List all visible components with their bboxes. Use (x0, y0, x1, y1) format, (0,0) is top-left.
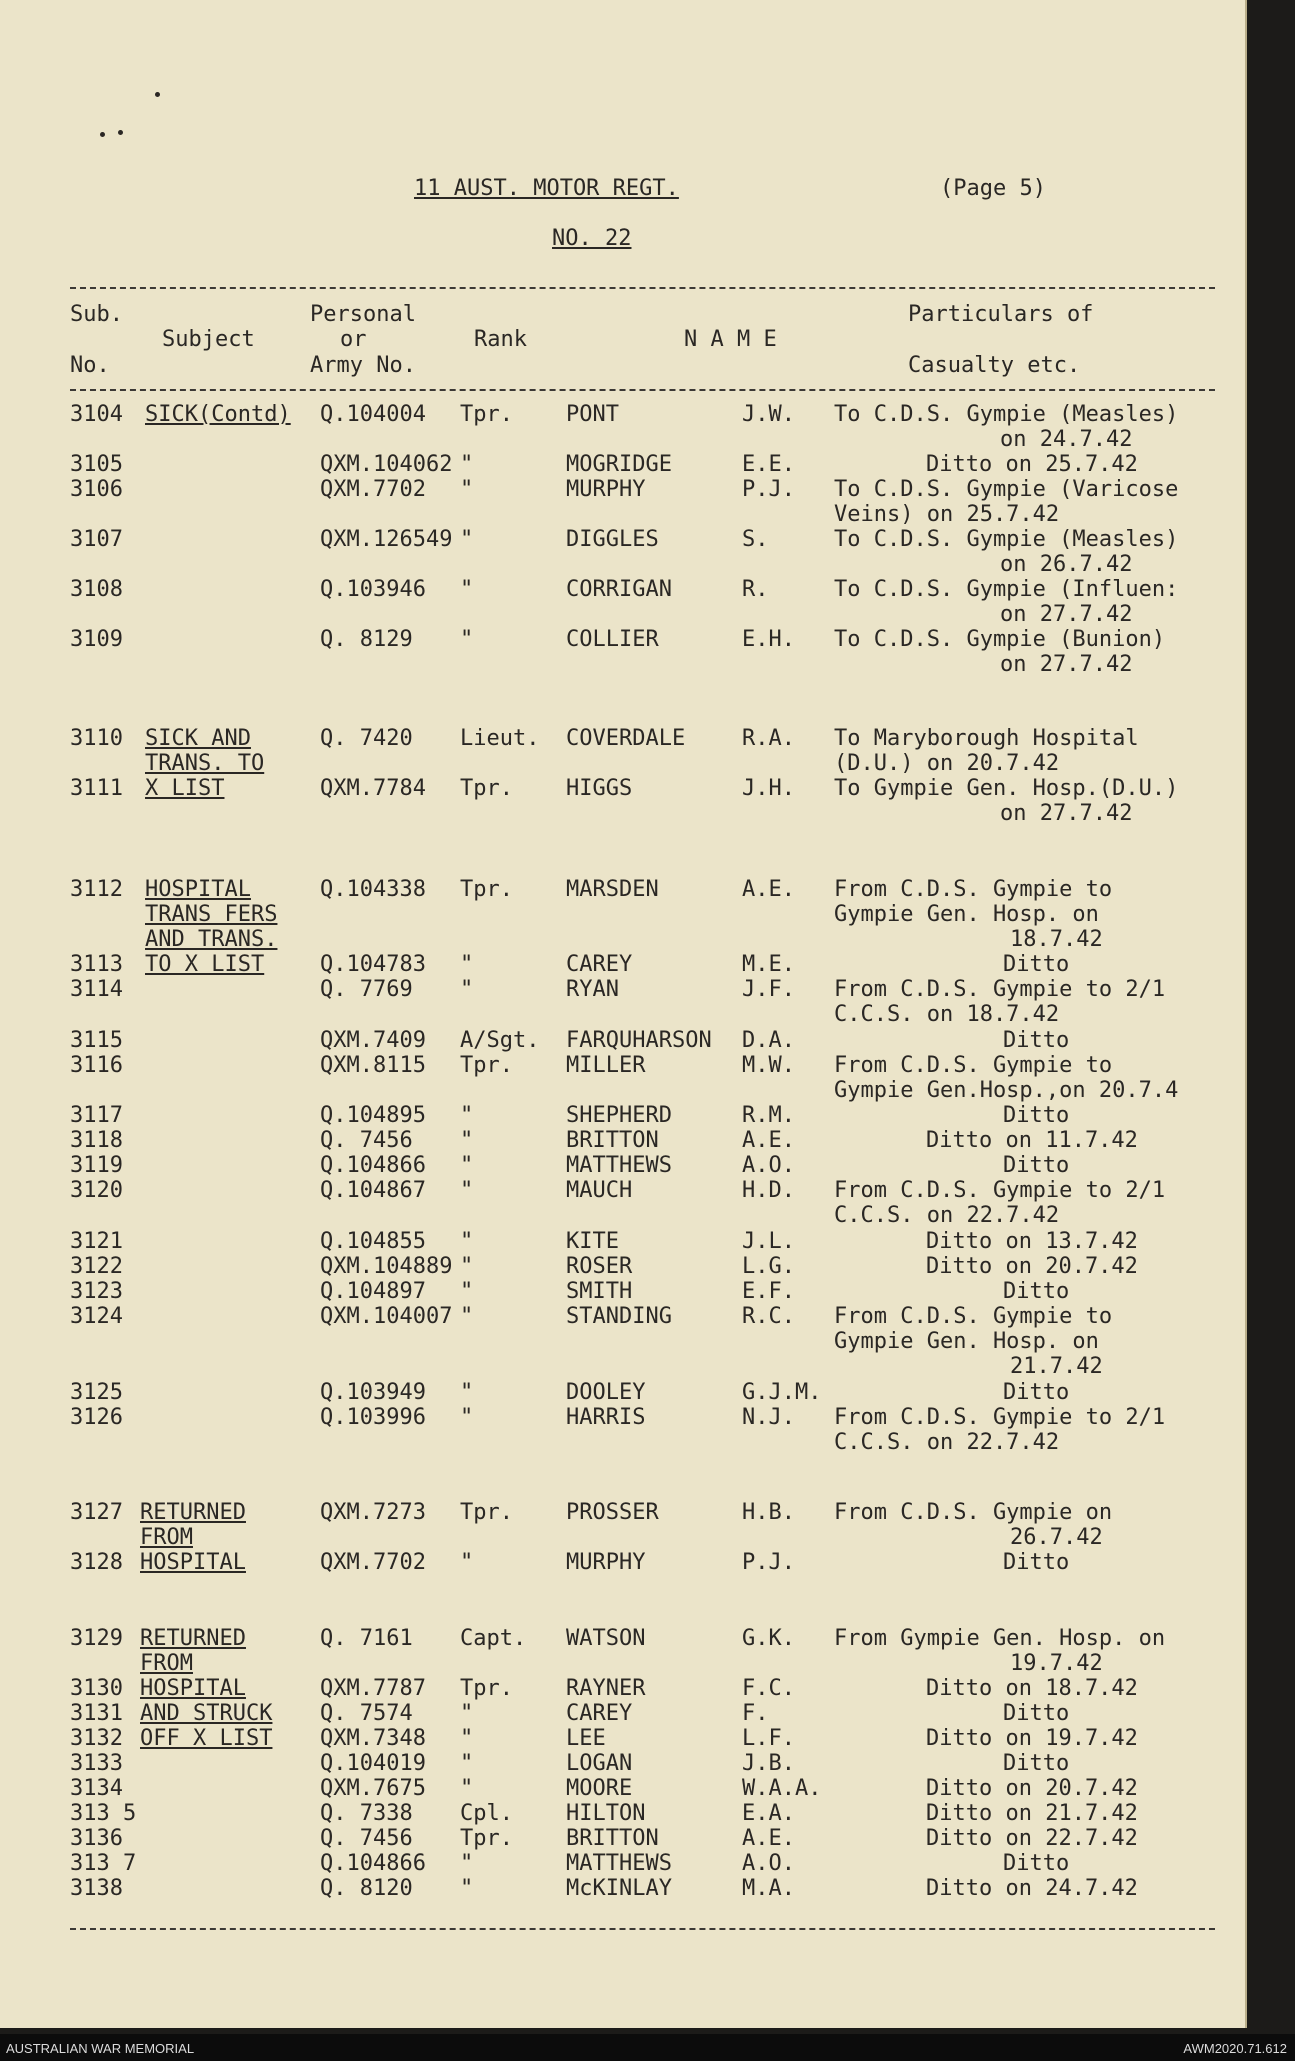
row-surname: HIGGS (566, 776, 633, 801)
row-init: R.M. (742, 1103, 795, 1128)
row-num: Q.104855 (320, 1229, 426, 1254)
row-init: R.C. (742, 1304, 795, 1329)
row-no: 313 7 (70, 1851, 137, 1876)
row-surname: FARQUHARSON (566, 1028, 712, 1053)
row-no: 3118 (70, 1128, 123, 1153)
subject-label: SICK AND (145, 726, 251, 751)
row-particulars: Ditto (1003, 1701, 1070, 1726)
row-no: 3121 (70, 1229, 123, 1254)
row-surname: PONT (566, 402, 619, 427)
row-init: G.J.M. (742, 1380, 822, 1405)
row-no: 3114 (70, 977, 123, 1002)
row-particulars: To C.D.S. Gympie (Influen: (834, 577, 1179, 602)
row-init: F. (742, 1701, 769, 1726)
row-num: Q.104895 (320, 1103, 426, 1128)
row-init: G.K. (742, 1626, 795, 1651)
row-particulars: Ditto on 25.7.42 (926, 452, 1138, 477)
row-num: QXM.104889 (320, 1254, 453, 1279)
row-particulars: Ditto (1003, 1550, 1070, 1575)
row-num: Q.104004 (320, 402, 426, 427)
row-particulars: Ditto (1003, 1153, 1070, 1178)
row-rank: Tpr. (460, 1676, 513, 1701)
row-surname: MOORE (566, 1776, 633, 1801)
row-rank: " (460, 1550, 474, 1575)
row-init: J.L. (742, 1229, 795, 1254)
row-num: QXM.7702 (320, 477, 426, 502)
row-no: 3134 (70, 1776, 123, 1801)
page-number: (Page 5) (940, 176, 1046, 201)
row-num: Q.103946 (320, 577, 426, 602)
row-num: Q. 7456 (320, 1128, 413, 1153)
subject-label: TO X LIST (145, 952, 265, 977)
row-no: 3108 (70, 577, 123, 602)
archive-footer (0, 2034, 1295, 2061)
row-surname: LEE (566, 1726, 606, 1751)
row-rank: " (460, 1153, 474, 1178)
row-num: Q.104338 (320, 877, 426, 902)
subject-label: HOSPITAL (140, 1676, 246, 1701)
row-no: 3104 (70, 402, 123, 427)
row-surname: ROSER (566, 1254, 633, 1279)
row-init: A.E. (742, 877, 795, 902)
row-init: H.B. (742, 1500, 795, 1525)
row-particulars: From C.D.S. Gympie on (834, 1500, 1113, 1525)
row-init: E.F. (742, 1279, 795, 1304)
row-particulars: Veins) on 25.7.42 (834, 502, 1060, 527)
row-surname: MATTHEWS (566, 1153, 672, 1178)
row-no: 3105 (70, 452, 123, 477)
row-no: 3132 (70, 1726, 123, 1751)
row-rank: Capt. (460, 1626, 527, 1651)
header-rule-top (70, 287, 1215, 289)
row-num: Q. 7161 (320, 1626, 413, 1651)
col-sub-no-line1: Sub. (70, 302, 123, 327)
row-rank: " (460, 1178, 474, 1203)
row-no: 313 5 (70, 1801, 137, 1826)
row-surname: SHEPHERD (566, 1103, 672, 1128)
row-num: Q.103949 (320, 1380, 426, 1405)
row-no: 3129 (70, 1626, 123, 1651)
row-particulars: 21.7.42 (1010, 1354, 1103, 1379)
col-subject: Subject (162, 327, 255, 352)
row-num: QXM.7784 (320, 776, 426, 801)
row-particulars: Ditto (1003, 1380, 1070, 1405)
row-rank: " (460, 1701, 474, 1726)
row-num: Q. 7574 (320, 1701, 413, 1726)
row-num: Q. 7769 (320, 977, 413, 1002)
row-rank: " (460, 1851, 474, 1876)
row-particulars: From C.D.S. Gympie to (834, 1304, 1113, 1329)
row-init: L.G. (742, 1254, 795, 1279)
row-init: E.H. (742, 627, 795, 652)
row-no: 3120 (70, 1178, 123, 1203)
row-particulars: Ditto on 20.7.42 (926, 1776, 1138, 1801)
row-particulars: To C.D.S. Gympie (Varicose (834, 477, 1179, 502)
row-rank: " (460, 1380, 474, 1405)
row-surname: BRITTON (566, 1826, 659, 1851)
row-no: 3110 (70, 726, 123, 751)
row-num: QXM.7675 (320, 1776, 426, 1801)
row-num: QXM.7409 (320, 1028, 426, 1053)
row-init: A.E. (742, 1128, 795, 1153)
row-particulars: on 24.7.42 (1000, 427, 1133, 452)
row-particulars: Ditto on 18.7.42 (926, 1676, 1138, 1701)
header-rule-bottom (70, 389, 1215, 391)
row-particulars: Ditto on 11.7.42 (926, 1128, 1138, 1153)
row-rank: " (460, 477, 474, 502)
row-particulars: Ditto on 22.7.42 (926, 1826, 1138, 1851)
row-particulars: C.C.S. on 18.7.42 (834, 1002, 1060, 1027)
row-init: N.J. (742, 1405, 795, 1430)
row-particulars: C.C.S. on 22.7.42 (834, 1203, 1060, 1228)
row-particulars: From C.D.S. Gympie to (834, 1053, 1113, 1078)
row-rank: Tpr. (460, 877, 513, 902)
row-init: A.E. (742, 1826, 795, 1851)
row-rank: A/Sgt. (460, 1028, 540, 1053)
row-surname: BRITTON (566, 1128, 659, 1153)
row-no: 3136 (70, 1826, 123, 1851)
row-num: QXM.7702 (320, 1550, 426, 1575)
footer-rule (70, 1928, 1215, 1930)
row-num: Q.104897 (320, 1279, 426, 1304)
row-num: QXM.7348 (320, 1726, 426, 1751)
row-surname: CORRIGAN (566, 577, 672, 602)
row-num: Q. 7456 (320, 1826, 413, 1851)
row-rank: " (460, 527, 474, 552)
row-num: QXM.104062 (320, 452, 453, 477)
row-num: Q. 8120 (320, 1876, 413, 1901)
row-init: J.H. (742, 776, 795, 801)
row-surname: MATTHEWS (566, 1851, 672, 1876)
row-surname: COVERDALE (566, 726, 686, 751)
row-no: 3126 (70, 1405, 123, 1430)
subject-label: RETURNED (140, 1626, 246, 1651)
row-no: 3122 (70, 1254, 123, 1279)
row-surname: MARSDEN (566, 877, 659, 902)
footer-reference: AWM2020.71.612 (1183, 2041, 1287, 2056)
col-personal-line3: Army No. (310, 353, 416, 378)
row-num: Q. 8129 (320, 627, 413, 652)
row-surname: DIGGLES (566, 527, 659, 552)
row-rank: " (460, 1279, 474, 1304)
row-surname: McKINLAY (566, 1876, 672, 1901)
row-particulars: Ditto (1003, 1028, 1070, 1053)
row-rank: Cpl. (460, 1801, 513, 1826)
row-num: Q.104019 (320, 1751, 426, 1776)
row-num: Q. 7420 (320, 726, 413, 751)
row-no: 3125 (70, 1380, 123, 1405)
row-num: Q.104867 (320, 1178, 426, 1203)
row-surname: WATSON (566, 1626, 646, 1651)
row-particulars: Gympie Gen.Hosp.,on 20.7.4 (834, 1078, 1179, 1103)
row-particulars: Ditto (1003, 1279, 1070, 1304)
row-particulars: Ditto on 20.7.42 (926, 1254, 1138, 1279)
row-init: E.A. (742, 1801, 795, 1826)
row-no: 3128 (70, 1550, 123, 1575)
row-surname: STANDING (566, 1304, 672, 1329)
row-init: J.W. (742, 402, 795, 427)
row-init: D.A. (742, 1028, 795, 1053)
row-init: R. (742, 577, 769, 602)
subject-label: FROM (140, 1651, 193, 1676)
row-init: R.A. (742, 726, 795, 751)
row-particulars: on 26.7.42 (1000, 552, 1133, 577)
row-rank: " (460, 627, 474, 652)
row-surname: LOGAN (566, 1751, 633, 1776)
row-particulars: Ditto (1003, 1103, 1070, 1128)
row-surname: MILLER (566, 1053, 646, 1078)
row-surname: DOOLEY (566, 1380, 646, 1405)
row-particulars: To Gympie Gen. Hosp.(D.U.) (834, 776, 1179, 801)
row-surname: RAYNER (566, 1676, 646, 1701)
row-surname: CAREY (566, 952, 633, 977)
row-num: QXM.8115 (320, 1053, 426, 1078)
row-surname: HILTON (566, 1801, 646, 1826)
row-rank: " (460, 1776, 474, 1801)
row-particulars: From C.D.S. Gympie to 2/1 (834, 977, 1166, 1002)
row-particulars: To C.D.S. Gympie (Measles) (834, 527, 1179, 552)
row-init: W.A.A. (742, 1776, 822, 1801)
row-rank: " (460, 1726, 474, 1751)
row-surname: MURPHY (566, 477, 646, 502)
row-num: QXM.7787 (320, 1676, 426, 1701)
row-particulars: From C.D.S. Gympie to (834, 877, 1113, 902)
subject-label: X LIST (145, 776, 225, 801)
row-num: QXM.104007 (320, 1304, 453, 1329)
col-sub-no-line2: No. (70, 353, 110, 378)
row-particulars: Gympie Gen. Hosp. on (834, 1329, 1099, 1354)
row-no: 3111 (70, 776, 123, 801)
row-no: 3130 (70, 1676, 123, 1701)
subject-label: AND TRANS. (145, 927, 278, 952)
row-particulars: Ditto (1003, 1851, 1070, 1876)
row-rank: " (460, 1103, 474, 1128)
subject-label: SICK(Contd) (145, 402, 291, 427)
row-particulars: Ditto on 19.7.42 (926, 1726, 1138, 1751)
row-no: 3116 (70, 1053, 123, 1078)
row-particulars: on 27.7.42 (1000, 602, 1133, 627)
document-number: NO. 22 (552, 226, 632, 251)
row-rank: " (460, 577, 474, 602)
row-num: Q. 7338 (320, 1801, 413, 1826)
row-particulars: Ditto on 21.7.42 (926, 1801, 1138, 1826)
row-init: F.C. (742, 1676, 795, 1701)
row-no: 3124 (70, 1304, 123, 1329)
subject-label: TRANS FERS (145, 902, 278, 927)
row-rank: " (460, 1751, 474, 1776)
col-particulars-line1: Particulars of (908, 302, 1094, 327)
row-particulars: From Gympie Gen. Hosp. on (834, 1626, 1166, 1651)
subject-label: RETURNED (140, 1500, 246, 1525)
col-personal-line2: or (340, 327, 367, 352)
row-num: Q.104866 (320, 1851, 426, 1876)
row-no: 3131 (70, 1701, 123, 1726)
row-rank: Tpr. (460, 1826, 513, 1851)
row-no: 3117 (70, 1103, 123, 1128)
row-particulars: Ditto (1003, 1751, 1070, 1776)
row-no: 3127 (70, 1500, 123, 1525)
row-init: J.B. (742, 1751, 795, 1776)
row-init: A.O. (742, 1153, 795, 1178)
row-num: Q.104866 (320, 1153, 426, 1178)
row-init: A.O. (742, 1851, 795, 1876)
row-rank: " (460, 1876, 474, 1901)
row-init: P.J. (742, 1550, 795, 1575)
row-no: 3106 (70, 477, 123, 502)
col-name: N A M E (684, 327, 777, 352)
row-rank: " (460, 1304, 474, 1329)
row-init: L.F. (742, 1726, 795, 1751)
subject-label: HOSPITAL (145, 877, 251, 902)
row-no: 3113 (70, 952, 123, 977)
row-surname: RYAN (566, 977, 619, 1002)
row-particulars: 19.7.42 (1010, 1651, 1103, 1676)
footer-source: AUSTRALIAN WAR MEMORIAL (6, 2041, 195, 2056)
row-no: 3138 (70, 1876, 123, 1901)
row-init: S. (742, 527, 769, 552)
ink-speck (118, 130, 123, 135)
row-rank: " (460, 1229, 474, 1254)
row-particulars: on 27.7.42 (1000, 801, 1133, 826)
row-rank: Tpr. (460, 1500, 513, 1525)
row-particulars: To C.D.S. Gympie (Bunion) (834, 627, 1166, 652)
row-particulars: on 27.7.42 (1000, 652, 1133, 677)
row-init: J.F. (742, 977, 795, 1002)
row-particulars: To C.D.S. Gympie (Measles) (834, 402, 1179, 427)
row-num: Q.103996 (320, 1405, 426, 1430)
row-surname: COLLIER (566, 627, 659, 652)
row-rank: Lieut. (460, 726, 540, 751)
row-rank: Tpr. (460, 402, 513, 427)
row-particulars: Ditto on 24.7.42 (926, 1876, 1138, 1901)
row-init: M.W. (742, 1053, 795, 1078)
row-rank: " (460, 1405, 474, 1430)
row-surname: SMITH (566, 1279, 633, 1304)
row-rank: Tpr. (460, 1053, 513, 1078)
row-rank: " (460, 952, 474, 977)
row-no: 3107 (70, 527, 123, 552)
row-no: 3133 (70, 1751, 123, 1776)
row-particulars: Gympie Gen. Hosp. on (834, 902, 1099, 927)
col-personal-line1: Personal (310, 302, 416, 327)
row-surname: HARRIS (566, 1405, 646, 1430)
row-init: H.D. (742, 1178, 795, 1203)
row-rank: Tpr. (460, 776, 513, 801)
row-num: QXM.7273 (320, 1500, 426, 1525)
row-surname: MURPHY (566, 1550, 646, 1575)
row-surname: KITE (566, 1229, 619, 1254)
row-particulars: To Maryborough Hospital (834, 726, 1139, 751)
row-particulars: Ditto (1003, 952, 1070, 977)
subject-label: OFF X LIST (140, 1726, 273, 1751)
col-rank: Rank (474, 327, 527, 352)
row-surname: CAREY (566, 1701, 633, 1726)
row-particulars: 26.7.42 (1010, 1525, 1103, 1550)
col-particulars-line2: Casualty etc. (908, 353, 1081, 378)
row-init: M.A. (742, 1876, 795, 1901)
ink-speck (100, 132, 105, 137)
row-particulars: 18.7.42 (1010, 927, 1103, 952)
row-particulars: C.C.S. on 22.7.42 (834, 1430, 1060, 1455)
row-surname: MAUCH (566, 1178, 633, 1203)
row-no: 3115 (70, 1028, 123, 1053)
subject-label: HOSPITAL (140, 1550, 246, 1575)
ink-speck (155, 92, 160, 97)
row-num: QXM.126549 (320, 527, 453, 552)
subject-label: FROM (140, 1525, 193, 1550)
unit-title: 11 AUST. MOTOR REGT. (414, 176, 679, 201)
row-init: P.J. (742, 477, 795, 502)
row-no: 3112 (70, 877, 123, 902)
subject-label: TRANS. TO (145, 751, 265, 776)
row-num: Q.104783 (320, 952, 426, 977)
row-no: 3119 (70, 1153, 123, 1178)
row-no: 3123 (70, 1279, 123, 1304)
row-rank: " (460, 1254, 474, 1279)
row-particulars: Ditto on 13.7.42 (926, 1229, 1138, 1254)
row-rank: " (460, 452, 474, 477)
row-init: M.E. (742, 952, 795, 977)
row-particulars: (D.U.) on 20.7.42 (834, 751, 1060, 776)
row-rank: " (460, 977, 474, 1002)
row-particulars: From C.D.S. Gympie to 2/1 (834, 1405, 1166, 1430)
row-no: 3109 (70, 627, 123, 652)
row-init: E.E. (742, 452, 795, 477)
row-particulars: From C.D.S. Gympie to 2/1 (834, 1178, 1166, 1203)
row-surname: PROSSER (566, 1500, 659, 1525)
subject-label: AND STRUCK (140, 1701, 273, 1726)
row-rank: " (460, 1128, 474, 1153)
row-surname: MOGRIDGE (566, 452, 672, 477)
